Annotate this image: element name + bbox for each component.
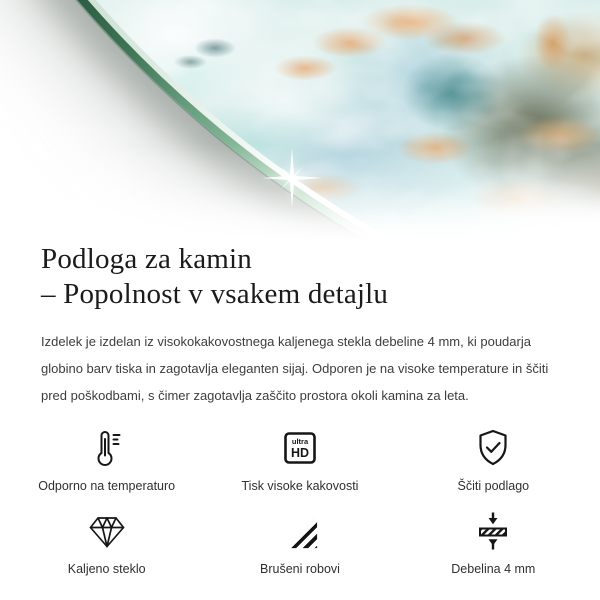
feature-label: Kaljeno steklo	[67, 562, 146, 576]
thickness-icon	[471, 509, 515, 553]
feature-label: Ščiti podlago	[457, 479, 530, 493]
feature-label: Brušeni robovi	[260, 562, 340, 576]
thermometer-icon	[85, 426, 129, 470]
polished-edges-icon	[281, 509, 319, 553]
product-description: Izdelek je izdelan iz visokokakovostnega kaljenega stekla debeline 4 mm, ki poudarja globino barv tiska in zagotavlja eleganten sijaj. Odporen je na visoke temperature in ščiti pred poškodbami, s čimer zagotavlja zaščito prostora okoli kamina za leta.	[41, 334, 549, 403]
feature-item-protects	[397, 426, 590, 493]
feature-grid	[10, 426, 590, 576]
ultra-hd-icon	[278, 426, 322, 470]
shield-check-icon	[471, 426, 515, 470]
sparkle-highlight-icon	[260, 146, 324, 210]
ultra-hd-text-bottom: HD	[290, 446, 310, 460]
product-photo	[0, 0, 600, 240]
feature-label: Debelina 4 mm	[451, 562, 536, 576]
diamond-icon	[85, 509, 129, 553]
feature-item-print-quality	[203, 426, 396, 493]
title-line-1: Podloga za kamin	[41, 243, 252, 275]
product-info	[0, 240, 600, 576]
feature-item-polished-edges	[203, 509, 396, 576]
feature-item-temperature	[10, 426, 203, 493]
title-line-2: – Popolnost v vsakem detajlu	[41, 278, 389, 310]
ultra-hd-text-top: ultra	[291, 437, 309, 446]
feature-item-thickness	[397, 509, 590, 576]
feature-label: Tisk visoke kakovosti	[241, 479, 359, 493]
feature-label: Odporno na temperaturo	[38, 479, 176, 493]
page-title	[41, 240, 559, 312]
feature-item-tempered-glass	[10, 509, 203, 576]
